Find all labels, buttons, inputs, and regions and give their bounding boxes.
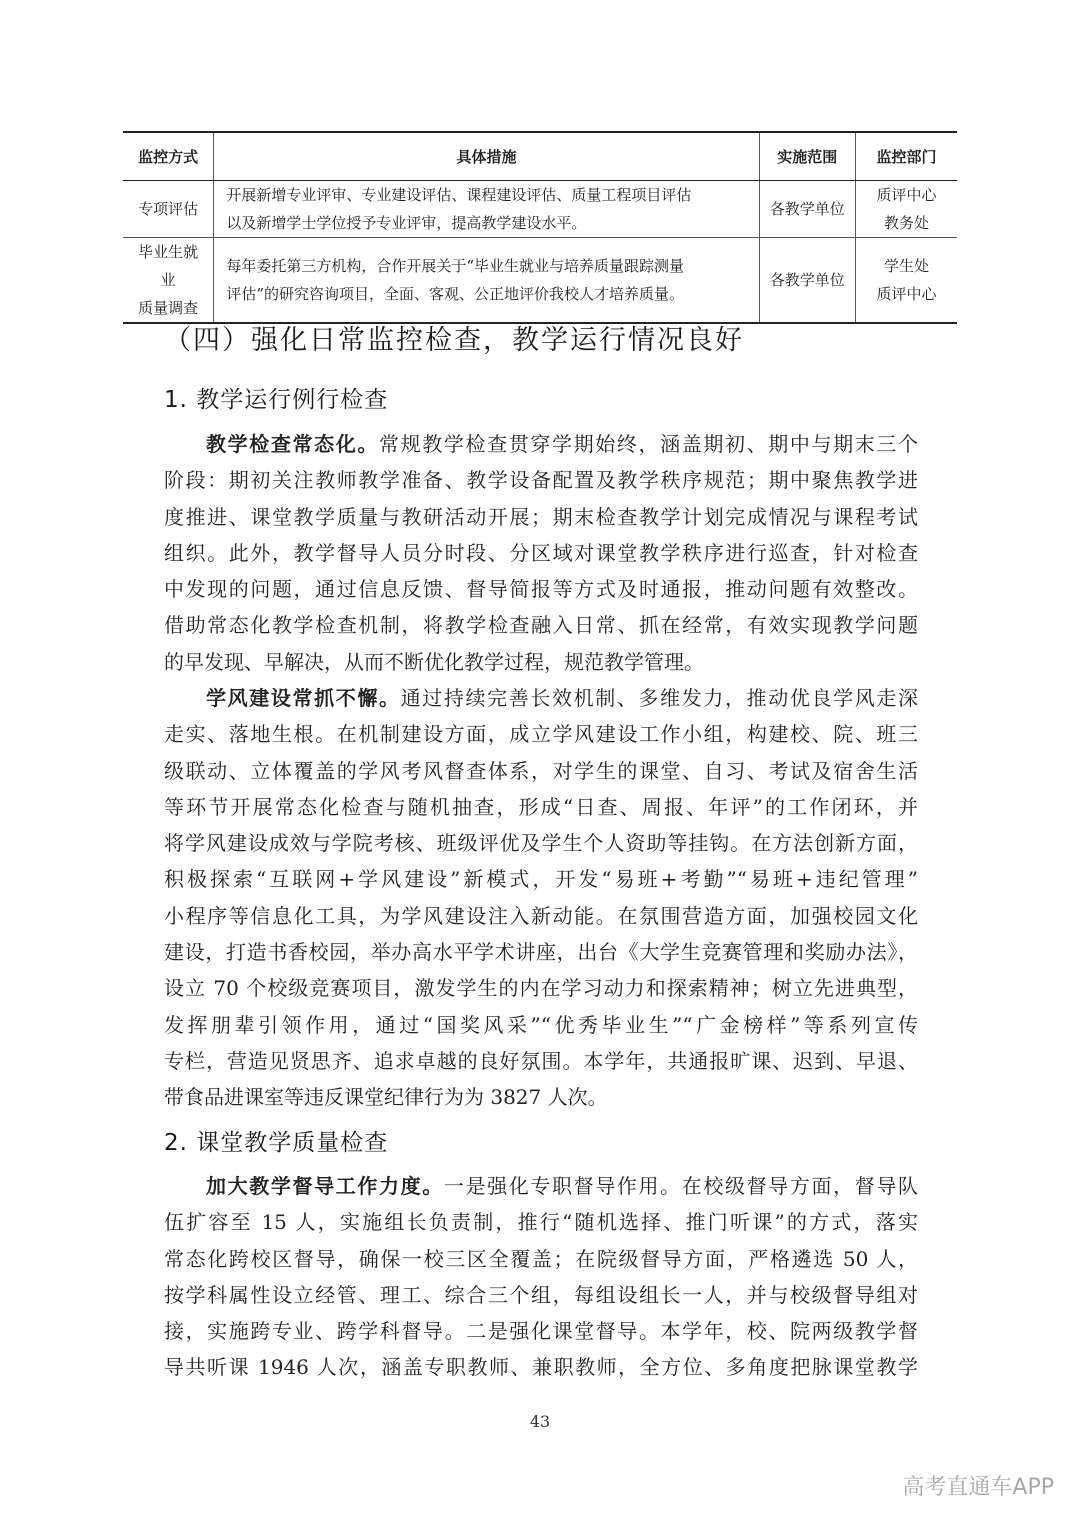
paragraph-line: 加大教学督导工作力度。一是强化专职督导作用。在校级督导方面，督导队 — [206, 1174, 918, 1198]
paragraph-line: 发挥朋辈引领作用，通过“国奖风采”“优秀毕业生”“广金榜样”等系列宣传 — [164, 1012, 918, 1037]
measure-cell — [214, 181, 759, 238]
paragraph-line: 级联动、立体覆盖的学风考风督查体系，对学生的课堂、自习、考试及宿舍生活 — [164, 758, 918, 783]
dept-line: 学生处 — [883, 257, 929, 275]
paragraph-line: 教学检查常态化。常规教学检查贯穿学期始终，涵盖期初、期中与期末三个 — [206, 432, 918, 456]
paragraph-line: 等环节开展常态化检查与随机抽查，形成“日查、周报、年评”的工作闭环，并 — [164, 794, 918, 819]
paragraph-line: 积极探索“互联网+学风建设”新模式，开发“易班+考勤”“易班+违纪管理” — [164, 867, 918, 892]
paragraph-line: 中发现的问题，通过信息反馈、督导简报等方式及时通报，推动问题有效整改。 — [164, 577, 918, 602]
table-row — [123, 238, 957, 324]
paragraph-line: 度推进、课堂教学质量与教研活动开展；期末检查教学计划完成情况与课程考试 — [164, 504, 918, 529]
subsection-title-2: 2. 课堂教学质量检查 — [164, 1130, 389, 1156]
method-line: 质量调查 — [138, 299, 199, 317]
paragraph-lead: 学风建设常抓不懈。 — [206, 686, 401, 710]
paragraph-line: 导共听课 1946 人次，涵盖专职教师、兼职教师，全方位、多角度把脉课堂教学 — [164, 1355, 918, 1380]
table-row — [123, 181, 957, 238]
paragraph-line: 接，实施跨专业、跨学科督导。二是强化课堂督导。本学年，校、院两级教学督 — [164, 1319, 918, 1344]
paragraph-teaching-inspection — [164, 426, 918, 680]
paragraph-line: 将学风建设成效与学院考核、班级评优及学生个人资助等挂钩。在方法创新方面， — [164, 831, 918, 856]
watermark: 高考直通车APP — [902, 1475, 1054, 1500]
paragraph-line: 伍扩容至 15 人，实施组长负责制，推行“随机选择、推门听课”的方式，落实 — [164, 1210, 918, 1235]
paragraph-line: 的早发现、早解决，从而不断优化教学过程，规范教学管理。 — [164, 649, 704, 674]
dept-line: 教务处 — [883, 214, 929, 232]
paragraph-line: 专栏，营造见贤思齐、追求卓越的良好氛围。本学年，共通报旷课、迟到、早退、 — [164, 1048, 918, 1073]
measure-line: 开展新增专业评审、专业建设评估、课程建设评估、质量工程项目评估 — [226, 186, 692, 204]
measure-line: 以及新增学士学位授予专业评审，提高教学建设水平。 — [226, 214, 587, 232]
page-number: 43 — [529, 1412, 551, 1431]
paragraph-line: 带食品进课室等违反课堂纪律行为为 3827 人次。 — [164, 1085, 608, 1110]
method-cell: 专项评估 — [123, 181, 214, 238]
table-header-row — [123, 132, 957, 181]
method-line: 毕业生就业 — [138, 243, 199, 289]
scope-cell: 各教学单位 — [759, 238, 855, 324]
paragraph-line: 小程序等信息化工具，为学风建设注入新动能。在氛围营造方面，加强校园文化 — [164, 903, 918, 928]
paragraph-supervision — [164, 1168, 918, 1386]
paragraph-line: 借助常态化教学检查机制，将教学检查融入日常、抓在经常，有效实现教学问题 — [164, 613, 918, 638]
method-cell — [123, 238, 214, 324]
table-header-cell: 监控方式 — [123, 132, 214, 181]
subsection-title-1: 1. 教学运行例行检查 — [164, 387, 389, 413]
paragraph-line: 组织。此外，教学督导人员分时段、分区域对课堂教学秩序进行巡查，针对检查 — [164, 540, 918, 565]
paragraph-line: 阶段：期初关注教师教学准备、教学设备配置及教学秩序规范；期中聚焦教学进 — [164, 468, 918, 493]
measure-line: 评估”的研究咨询项目，全面、客观、公正地评价我校人才培养质量。 — [226, 285, 685, 303]
dept-line: 质评中心 — [876, 186, 937, 204]
dept-cell — [855, 181, 957, 238]
measure-cell — [214, 238, 759, 324]
scope-cell: 各教学单位 — [759, 181, 855, 238]
paragraph-study-style — [164, 680, 918, 1116]
table-header-cell: 具体措施 — [214, 132, 759, 181]
table-header-cell: 监控部门 — [855, 132, 957, 181]
measure-line: 每年委托第三方机构，合作开展关于“毕业生就业与培养质量跟踪测量 — [226, 257, 685, 275]
paragraph-lead: 教学检查常态化。 — [206, 432, 379, 456]
paragraph-line: 按学科属性设立经管、理工、综合三个组，每组设组长一人，并与校级督导组对 — [164, 1282, 918, 1307]
dept-line: 质评中心 — [876, 285, 937, 303]
paragraph-line: 走实、落地生根。在机制建设方面，成立学风建设工作小组，构建校、院、班三 — [164, 722, 918, 747]
section-title: （四）强化日常监控检查，教学运行情况良好 — [164, 325, 744, 356]
monitoring-table — [123, 131, 957, 324]
paragraph-line: 设立 70 个校级竞赛项目，激发学生的内在学习动力和探索精神；树立先进典型， — [164, 976, 918, 1001]
paragraph-line: 常态化跨校区督导，确保一校三区全覆盖；在院级督导方面，严格遴选 50 人， — [164, 1246, 918, 1271]
table-header-cell: 实施范围 — [759, 132, 855, 181]
dept-cell — [855, 238, 957, 324]
paragraph-line: 建设，打造书香校园，举办高水平学术讲座，出台《大学生竞赛管理和奖励办法》， — [164, 940, 918, 965]
paragraph-line: 学风建设常抓不懈。通过持续完善长效机制、多维发力，推动优良学风走深 — [206, 686, 918, 710]
paragraph-lead: 加大教学督导工作力度。 — [206, 1174, 444, 1198]
